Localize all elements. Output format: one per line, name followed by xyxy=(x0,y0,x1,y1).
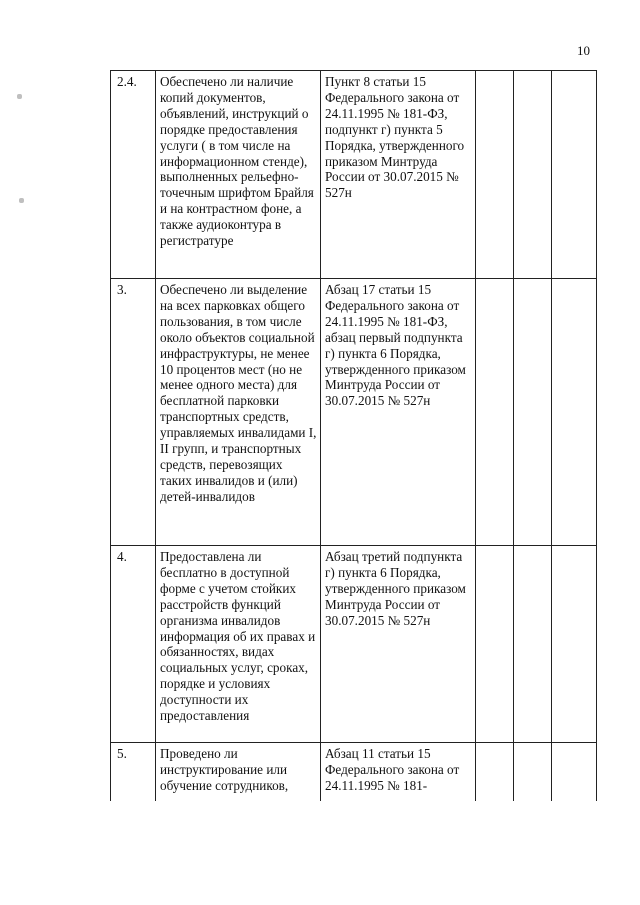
blank-cell xyxy=(552,743,597,801)
row-question: Обеспечено ли наличие копий документов, объявлений, инструкций о порядке предоставления услуги ( в том числе на информационном стенде), выполненных рельефно-точечным шрифтом Брайля и на контрастном фоне, а также аудиоконтура в регистратуре xyxy=(156,71,321,279)
blank-cell xyxy=(552,279,597,546)
blank-cell xyxy=(476,546,514,743)
blank-cell xyxy=(514,743,552,801)
table-row xyxy=(111,279,597,546)
row-question: Обеспечено ли выделение на всех парковках общего пользования, в том числе около объектов социальной инфраструктуры, не менее 10 процентов мест (но не менее одного места) для бесплатной парковки транспортных средств, управляемых инвалидами I, II групп, и транспортных средств, перевозящих таких инвалидов и (или) детей-инвалидов xyxy=(156,279,321,546)
page-number: 10 xyxy=(577,43,590,58)
row-legal-basis: Пункт 8 статьи 15 Федерального закона от 24.11.1995 № 181-ФЗ, подпункт г) пункта 5 Порядка, утвержденного приказом Минтруда России от 30.07.2015 № 527н xyxy=(321,71,476,279)
table-row xyxy=(111,743,597,801)
row-number: 3. xyxy=(111,279,156,546)
blank-cell xyxy=(552,546,597,743)
blank-cell xyxy=(552,71,597,279)
blank-cell xyxy=(476,71,514,279)
scan-speck xyxy=(19,198,24,203)
row-question: Предоставлена ли бесплатно в доступной форме с учетом стойких расстройств функций организма инвалидов информация об их правах и обязанностях, видах социальных услуг, сроках, порядке и условиях доступности их предоставления xyxy=(156,546,321,743)
row-question: Проведено ли инструктирование или обучение сотрудников, xyxy=(156,743,321,801)
scan-speck xyxy=(17,94,22,99)
table-row xyxy=(111,546,597,743)
checklist-table xyxy=(110,70,597,801)
blank-cell xyxy=(514,279,552,546)
row-legal-basis: Абзац 17 статьи 15 Федерального закона от 24.11.1995 № 181-ФЗ, абзац первый подпункта г) пункта 6 Порядка, утвержденного приказом Минтруда России от 30.07.2015 № 527н xyxy=(321,279,476,546)
row-number: 2.4. xyxy=(111,71,156,279)
row-legal-basis: Абзац 11 статьи 15 Федерального закона от 24.11.1995 № 181- xyxy=(321,743,476,801)
blank-cell xyxy=(514,71,552,279)
blank-cell xyxy=(476,743,514,801)
blank-cell xyxy=(514,546,552,743)
row-legal-basis: Абзац третий подпункта г) пункта 6 Порядка, утвержденного приказом Минтруда России от 30.07.2015 № 527н xyxy=(321,546,476,743)
row-number: 4. xyxy=(111,546,156,743)
table-row xyxy=(111,71,597,279)
blank-cell xyxy=(476,279,514,546)
row-number: 5. xyxy=(111,743,156,801)
